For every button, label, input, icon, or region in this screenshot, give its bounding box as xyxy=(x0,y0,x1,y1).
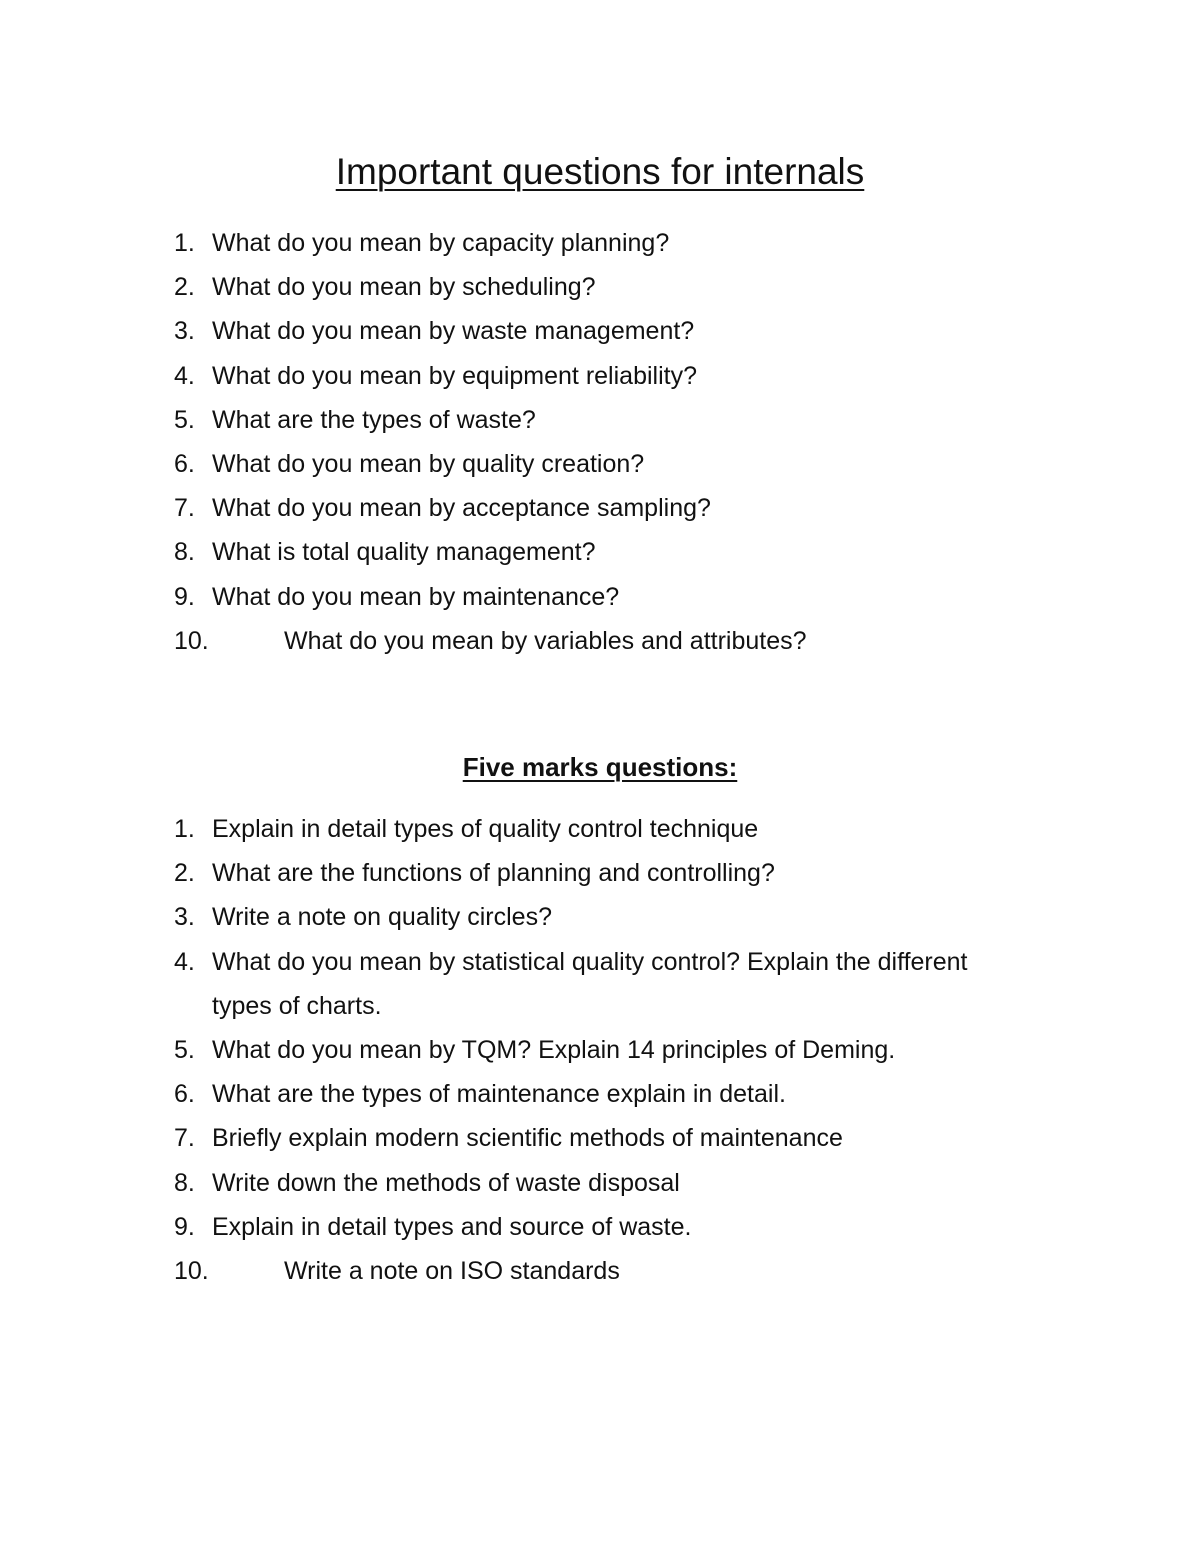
item-text: What do you mean by waste management? xyxy=(212,317,695,346)
item-number: 3. xyxy=(174,903,195,932)
list-item xyxy=(174,354,1074,398)
list-item xyxy=(174,1161,1074,1205)
item-number: 9. xyxy=(174,582,195,611)
item-text: Write down the methods of waste disposal xyxy=(212,1168,680,1197)
five-marks-heading: Five marks questions: xyxy=(462,752,738,782)
item-text: What do you mean by quality creation? xyxy=(212,450,645,479)
item-number: 7. xyxy=(174,1124,195,1153)
list-item xyxy=(174,619,1074,663)
list-item xyxy=(174,1072,1074,1116)
item-text: Write a note on quality circles? xyxy=(212,903,552,932)
list-item xyxy=(174,221,1074,265)
item-number: 4. xyxy=(174,361,195,390)
list-item xyxy=(174,530,1074,574)
item-text: What are the types of waste? xyxy=(212,405,536,434)
list-item xyxy=(174,807,1074,851)
item-number: 10. xyxy=(174,1257,209,1286)
item-text: Explain in detail types of quality control technique xyxy=(212,815,759,843)
item-text: What do you mean by statistical quality control? Explain the different types of charts. xyxy=(212,947,968,1020)
item-text: What do you mean by equipment reliability? xyxy=(212,361,697,390)
list-item xyxy=(174,442,1074,486)
item-number: 6. xyxy=(174,450,195,479)
item-number: 5. xyxy=(174,405,195,434)
item-number: 1. xyxy=(174,229,195,257)
item-text: What do you mean by variables and attributes? xyxy=(284,626,807,655)
list-item xyxy=(174,1028,1074,1072)
list-item xyxy=(174,1249,1074,1293)
page-title: Important questions for internals xyxy=(335,151,865,192)
item-number: 6. xyxy=(174,1080,195,1109)
item-number: 3. xyxy=(174,317,195,346)
internal-questions-list xyxy=(174,221,1074,663)
item-text: What are the functions of planning and controlling? xyxy=(212,859,775,888)
item-text: What is total quality management? xyxy=(212,538,596,567)
item-text: What do you mean by TQM? Explain 14 principles of Deming. xyxy=(212,1036,896,1065)
list-item xyxy=(174,895,1074,939)
item-text: What do you mean by maintenance? xyxy=(212,582,620,611)
item-text: Explain in detail types and source of waste. xyxy=(212,1212,692,1241)
five-marks-questions-list xyxy=(174,807,1074,1293)
item-text: What do you mean by acceptance sampling? xyxy=(212,494,711,523)
list-item xyxy=(174,309,1074,353)
list-item xyxy=(174,940,1032,1028)
list-item xyxy=(174,398,1074,442)
item-text: What are the types of maintenance explain in detail. xyxy=(212,1080,786,1109)
item-number: 2. xyxy=(174,859,195,888)
list-item xyxy=(174,1205,1074,1249)
item-number: 9. xyxy=(174,1212,195,1241)
item-text: What do you mean by scheduling? xyxy=(212,273,596,302)
item-number: 5. xyxy=(174,1036,195,1065)
item-number: 2. xyxy=(174,273,195,302)
item-text: What do you mean by capacity planning? xyxy=(212,229,670,257)
list-item xyxy=(174,265,1074,309)
item-number: 8. xyxy=(174,1168,195,1197)
list-item xyxy=(174,1116,1074,1160)
item-text: Briefly explain modern scientific methods of maintenance xyxy=(212,1124,843,1153)
list-item xyxy=(174,486,1074,530)
item-text: Write a note on ISO standards xyxy=(284,1257,620,1286)
item-number: 10. xyxy=(174,626,209,655)
item-number: 1. xyxy=(174,815,195,843)
list-item xyxy=(174,575,1074,619)
item-number: 8. xyxy=(174,538,195,567)
item-number: 7. xyxy=(174,494,195,523)
item-number: 4. xyxy=(174,947,195,976)
list-item xyxy=(174,851,1074,895)
